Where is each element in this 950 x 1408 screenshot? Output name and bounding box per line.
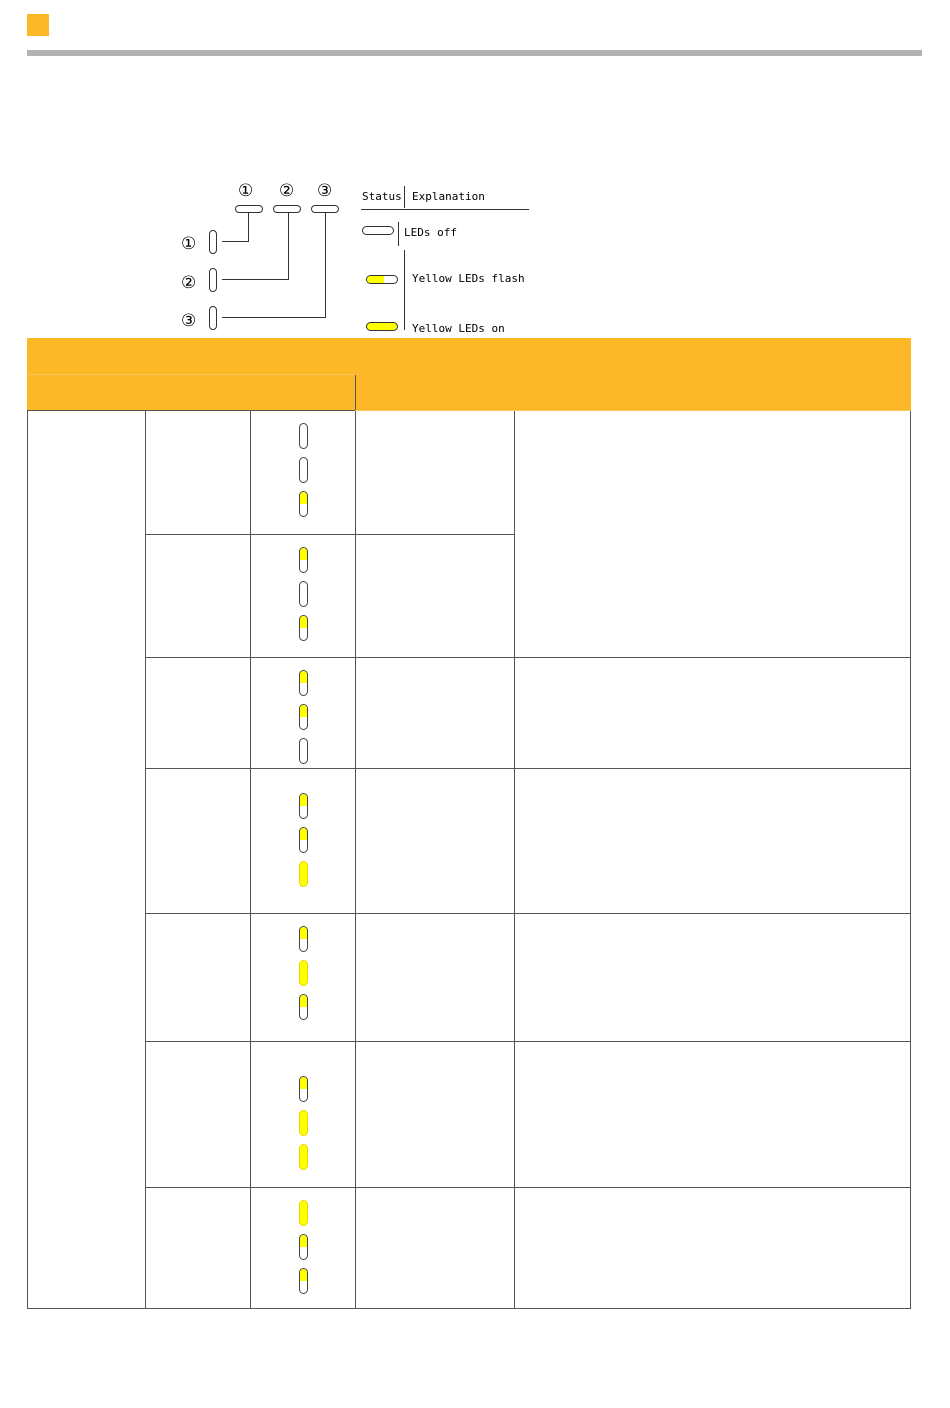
led-stack — [251, 1042, 355, 1170]
led-on-icon — [299, 1144, 308, 1170]
led-2-horizontal-icon — [273, 205, 301, 213]
led-stack — [251, 411, 355, 517]
legend-divider-horizontal — [361, 209, 529, 210]
side-label-3: ③ — [181, 311, 197, 331]
legend-divider-off — [398, 222, 399, 246]
top-label-1: ① — [238, 181, 254, 201]
led-3-horizontal-icon — [311, 205, 339, 213]
top-label-2: ② — [279, 181, 295, 201]
led-1-vertical-icon — [209, 230, 217, 254]
table-row — [28, 1188, 911, 1309]
state-cell — [356, 1188, 515, 1309]
status-cell — [146, 769, 251, 914]
header-cell-4 — [356, 339, 515, 411]
header-cell-3 — [251, 339, 356, 375]
legend-status-header: Status — [362, 190, 402, 203]
table-header — [28, 339, 911, 411]
led-off-icon — [362, 226, 394, 235]
led-3-vertical-icon — [209, 306, 217, 330]
led-on-icon — [299, 1110, 308, 1136]
state-cell — [356, 914, 515, 1042]
led-flash-icon — [299, 1268, 308, 1294]
led-off-icon — [299, 738, 308, 764]
led-on-icon — [366, 322, 398, 331]
led-flash-icon — [299, 704, 308, 730]
status-cell — [146, 1188, 251, 1309]
connector-line-3 — [222, 213, 326, 318]
legend-on-label: Yellow LEDs on — [412, 322, 505, 335]
section-marker — [27, 14, 49, 36]
table-row — [28, 658, 911, 769]
table-row — [28, 411, 911, 535]
led-flash-icon — [299, 1076, 308, 1102]
state-cell — [356, 769, 515, 914]
led-cell — [251, 658, 356, 769]
led-stack — [251, 535, 355, 641]
led-flash-icon — [299, 994, 308, 1020]
led-flash-icon — [299, 793, 308, 819]
state-cell — [356, 1042, 515, 1188]
led-on-icon — [299, 960, 308, 986]
led-flash-icon — [299, 670, 308, 696]
status-cell — [146, 914, 251, 1042]
legend-explanation-header: Explanation — [412, 190, 485, 203]
table-row — [28, 1042, 911, 1188]
top-label-3: ③ — [317, 181, 333, 201]
led-flash-icon — [366, 275, 398, 284]
table-row — [28, 914, 911, 1042]
description-cell — [515, 658, 911, 769]
header-cell-5 — [515, 339, 911, 411]
state-cell — [356, 535, 515, 658]
led-cell — [251, 914, 356, 1042]
led-flash-icon — [299, 547, 308, 573]
header-cell-1 — [28, 339, 146, 375]
header-rule — [27, 50, 922, 56]
description-cell — [515, 1042, 911, 1188]
state-cell — [356, 658, 515, 769]
side-label-2: ② — [181, 273, 197, 293]
description-cell — [515, 914, 911, 1042]
legend-divider-lower — [404, 250, 405, 330]
led-stack — [251, 769, 355, 887]
led-flash-icon — [299, 491, 308, 517]
led-stack — [251, 658, 355, 764]
led-stack — [251, 914, 355, 1020]
led-cell — [251, 411, 356, 535]
category-cell — [28, 411, 146, 1309]
led-status-table — [27, 338, 911, 1309]
led-stack — [251, 1188, 355, 1294]
led-1-horizontal-icon — [235, 205, 263, 213]
led-flash-icon — [299, 1234, 308, 1260]
led-cell — [251, 535, 356, 658]
led-off-icon — [299, 581, 308, 607]
legend-flash-label: Yellow LEDs flash — [412, 272, 525, 285]
led-flash-icon — [299, 827, 308, 853]
header-subcell-1 — [28, 375, 146, 411]
led-off-icon — [299, 457, 308, 483]
led-cell — [251, 1188, 356, 1309]
led-cell — [251, 1042, 356, 1188]
led-on-icon — [299, 1200, 308, 1226]
led-on-icon — [299, 861, 308, 887]
description-cell — [515, 411, 911, 658]
status-cell — [146, 1042, 251, 1188]
led-2-vertical-icon — [209, 268, 217, 292]
legend-divider-vertical — [404, 186, 405, 208]
led-flash-icon — [299, 926, 308, 952]
status-cell — [146, 411, 251, 535]
header-cell-2 — [146, 339, 251, 375]
led-off-icon — [299, 423, 308, 449]
description-cell — [515, 769, 911, 914]
table-row — [28, 769, 911, 914]
state-cell — [356, 411, 515, 535]
side-label-1: ① — [181, 234, 197, 254]
header-subcell-2 — [146, 375, 251, 411]
status-cell — [146, 658, 251, 769]
led-cell — [251, 769, 356, 914]
led-flash-icon — [299, 615, 308, 641]
legend-off-label: LEDs off — [404, 226, 457, 239]
header-subcell-3 — [251, 375, 356, 411]
status-cell — [146, 535, 251, 658]
description-cell — [515, 1188, 911, 1309]
